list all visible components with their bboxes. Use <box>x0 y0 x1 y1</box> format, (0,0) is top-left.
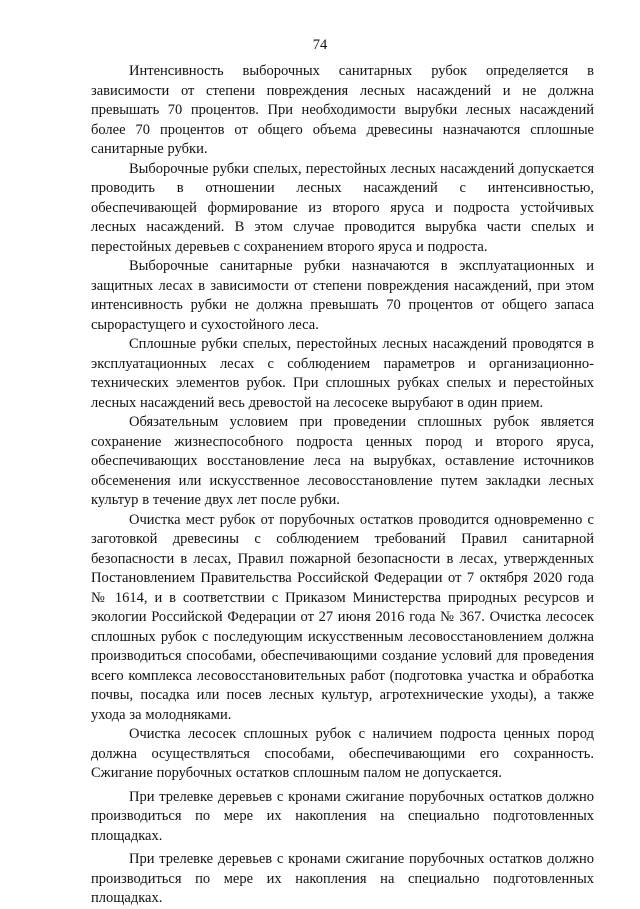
paragraph-3: Выборочные санитарные рубки назначаются в эксплуатационных и защитных лесах в зависимости от степени повреждения насаждений, при этом интенсивность рубки не должна превышать 70 процентов от общего запаса сырорастущего и сухостойного леса. <box>91 258 594 333</box>
paragraph-4: Сплошные рубки спелых, перестойных лесных насаждений проводятся в эксплуатационных лесах с соблюдением параметров и организационно-технических элементов рубок. При сплошных рубках спелых и перестойных лесных насаждений весь древостой на лесосеке вырубают в один прием. <box>91 336 594 411</box>
page-number: 74 <box>312 37 328 53</box>
paragraph-9: При трелевке деревьев с кронами сжигание порубочных остатков должно производиться по мере их накопления на специально подготовленных площадках. <box>91 851 594 906</box>
document-body <box>91 62 594 909</box>
paragraph-7: Очистка лесосек сплошных рубок с наличием подроста ценных пород должна осуществляться способами, обеспечивающими его сохранность. Сжигание порубочных остатков сплошным палом не допускается. <box>91 726 594 781</box>
paragraph-2: Выборочные рубки спелых, перестойных лесных насаждений допускается проводить в отношении лесных насаждений с интенсивностью, обеспечивающей формирование из второго яруса и подроста устойчивых лесных насаждений. В этом случае проводится вырубка части спелых и перестойных деревьев с сохранением второго яруса и подроста. <box>91 160 594 255</box>
paragraph-8: При трелевке деревьев с кронами сжигание порубочных остатков должно производиться по мере их накопления на специально подготовленных площадках. <box>91 788 594 844</box>
paragraph-6: Очистка мест рубок от порубочных остатков проводится одновременно с заготовкой древесины с соблюдением требований Правил санитарной безопасности в лесах, Правил пожарной безопасности в лесах, утвержденных Постановлением Правительства Российской Федерации от 7 октября 2020 года № 1614, и в соответствии с Приказом Министерства природных ресурсов и экологии Российской Федерации от 27 июня 2016 года № 367. Очистка лесосек сплошных рубок с последующим искусственным лесовосстановлением должна производиться способами, обеспечивающими создание условий для проведения всего комплекса лесовосстановительных работ (подготовка участка и обработка почвы, посадка или посев лесных культур, агротехнические уходы), а также ухода за молодняками. <box>91 511 594 723</box>
paragraph-5: Обязательным условием при проведении сплошных рубок является сохранение жизнеспособного подроста ценных пород и второго яруса, обеспечивающих восстановление леса на вырубках, оставление источников обсеменения или искусственное лесовосстановление путем закладки лесных культур в течение двух лет после рубки. <box>91 414 594 508</box>
paragraph-1: Интенсивность выборочных санитарных рубок определяется в зависимости от степени повреждения лесных насаждений и не должна превышать 70 процентов. При необходимости вырубки лесных насаждений более 70 процентов от общего объема древесины назначаются сплошные санитарные рубки. <box>91 63 594 157</box>
